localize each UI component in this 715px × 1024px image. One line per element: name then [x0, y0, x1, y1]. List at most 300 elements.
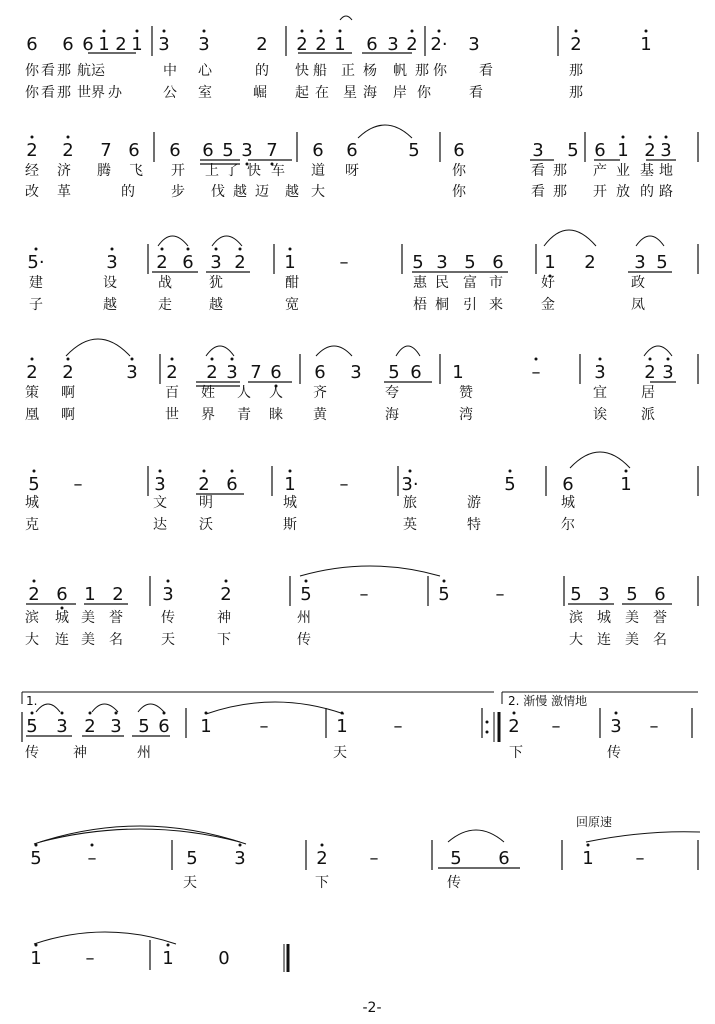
- note: 5: [656, 252, 668, 273]
- octave-dot-high: [91, 844, 94, 847]
- note: 5: [138, 716, 150, 737]
- lyric-syllable: 文: [153, 495, 167, 511]
- lyric-syllable: 看: [41, 85, 55, 101]
- lyric-syllable: 州: [297, 610, 311, 626]
- note: 2: [644, 140, 656, 161]
- note: 2: [198, 474, 210, 495]
- note: 6: [314, 362, 326, 383]
- octave-dot-high: [649, 136, 652, 139]
- note: 6: [410, 362, 422, 383]
- lyric-syllable: 革: [57, 184, 71, 200]
- octave-dot-high: [535, 358, 538, 361]
- octave-dot-high: [225, 580, 228, 583]
- lyric-syllable: 名: [109, 632, 123, 648]
- lyric-syllable: 凤: [631, 297, 645, 313]
- octave-dot-high: [625, 470, 628, 473]
- note: 1: [284, 252, 296, 273]
- lyric-syllable: 那: [553, 184, 567, 200]
- note: 2: [406, 34, 418, 55]
- octave-dot-high: [203, 30, 206, 33]
- note: 1: [582, 848, 594, 869]
- lyric-syllable: 上: [205, 163, 219, 179]
- lyric-syllable: 睐: [269, 407, 283, 423]
- lyric-syllable: 快: [295, 63, 309, 79]
- note: 1: [336, 716, 348, 737]
- lyric-syllable: 居: [641, 385, 655, 401]
- lyric-syllable: 那: [569, 85, 583, 101]
- note: 2: [62, 140, 74, 161]
- lyric-syllable: 誉: [109, 610, 123, 626]
- lyric-syllable: 那: [569, 63, 583, 79]
- lyric-syllable: 海: [385, 407, 399, 423]
- octave-dot-high: [167, 944, 170, 947]
- lyric-syllable: 好: [541, 275, 555, 291]
- lyric-syllable: 斯: [283, 517, 297, 533]
- lyric-syllable: 引: [463, 297, 477, 313]
- lyric-syllable: 凰: [25, 407, 39, 423]
- score-system: [25, 576, 698, 648]
- octave-dot-high: [33, 580, 36, 583]
- octave-dot-high: [665, 136, 668, 139]
- octave-dot-high: [320, 30, 323, 33]
- octave-dot-high: [645, 30, 648, 33]
- octave-dot-high: [575, 30, 578, 33]
- slur: [36, 704, 60, 712]
- lyric-syllable: 黄: [313, 407, 327, 423]
- note: 1: [334, 34, 346, 55]
- lyric-syllable: 大: [311, 184, 325, 200]
- lyric-syllable: 产: [593, 163, 607, 179]
- slur: [34, 932, 176, 944]
- lyric-syllable: 民: [435, 275, 449, 291]
- octave-dot-high: [411, 30, 414, 33]
- lyric-syllable: 车: [271, 163, 285, 179]
- note: 3: [210, 252, 222, 273]
- note: –: [649, 716, 659, 737]
- note: 1: [84, 584, 96, 605]
- octave-dot-high: [171, 358, 174, 361]
- lyric-syllable: 界: [91, 85, 105, 101]
- note: 3: [350, 362, 362, 383]
- octave-dot-high: [31, 136, 34, 139]
- octave-dot-high: [131, 358, 134, 361]
- lyric-syllable: 城: [55, 610, 69, 626]
- lyric-syllable: 神: [73, 745, 87, 761]
- lyric-syllable: 基: [640, 163, 654, 179]
- note: 1: [162, 948, 174, 969]
- score-system: [25, 354, 698, 423]
- lyric-syllable: 帆: [393, 63, 407, 79]
- lyric-syllable: 正: [341, 63, 355, 79]
- lyric-syllable: 看: [469, 85, 483, 101]
- lyric-syllable: 经: [25, 163, 39, 179]
- lyric-syllable: 开: [593, 184, 607, 200]
- note: 1: [98, 34, 110, 55]
- note: 5: [26, 716, 38, 737]
- lyric-syllable: 百: [165, 385, 179, 401]
- note: 3: [226, 362, 238, 383]
- slur: [212, 236, 242, 246]
- lyric-syllable: 业: [616, 163, 630, 179]
- slur: [636, 236, 664, 246]
- lyric-syllable: 美: [81, 632, 95, 648]
- lyric-syllable: 城: [25, 495, 39, 511]
- octave-dot-high: [615, 712, 618, 715]
- note: 6: [226, 474, 238, 495]
- note: 2: [115, 34, 127, 55]
- note: 1: [620, 474, 632, 495]
- note: 2·: [430, 34, 448, 55]
- lyric-syllable: 沃: [199, 517, 213, 533]
- lyric-syllable: 船: [313, 63, 327, 79]
- note: 3: [662, 362, 674, 383]
- octave-dot-high: [103, 30, 106, 33]
- note: –: [393, 716, 403, 737]
- note: 6: [492, 252, 504, 273]
- note: 7: [266, 140, 278, 161]
- lyric-syllable: 英: [403, 517, 417, 533]
- octave-dot-high: [31, 358, 34, 361]
- page-number: -2-: [362, 1000, 382, 1016]
- note: 1: [452, 362, 464, 383]
- slur: [570, 452, 630, 468]
- lyric-syllable: 越: [285, 184, 299, 200]
- octave-dot-high: [509, 470, 512, 473]
- lyric-syllable: 大: [569, 632, 583, 648]
- note: 5: [504, 474, 516, 495]
- lyric-syllable: 你: [25, 63, 39, 79]
- note: 0: [218, 948, 230, 969]
- octave-dot-high: [513, 712, 516, 715]
- score-system: [27, 244, 698, 313]
- note: 5: [626, 584, 638, 605]
- note: 5: [408, 140, 420, 161]
- note: 2: [296, 34, 308, 55]
- octave-dot-high: [163, 30, 166, 33]
- tempo-mark: 回原速: [575, 815, 613, 829]
- note: 6: [202, 140, 214, 161]
- lyric-syllable: 那: [57, 63, 71, 79]
- lyric-syllable: 崛: [253, 85, 267, 101]
- fermata-symbol: [340, 16, 352, 20]
- octave-dot-high: [305, 580, 308, 583]
- octave-dot-high: [89, 712, 92, 715]
- note: –: [87, 848, 97, 869]
- note: 2: [256, 34, 268, 55]
- lyric-syllable: 室: [198, 85, 212, 101]
- lyric-syllable: 看: [531, 184, 545, 200]
- note: 2: [112, 584, 124, 605]
- note: 1: [284, 474, 296, 495]
- lyric-syllable: 州: [137, 745, 151, 761]
- lyric-syllable: 城: [561, 495, 575, 511]
- lyric-syllable: 起: [295, 85, 309, 101]
- slur: [206, 702, 344, 714]
- lyric-syllable: 岸: [393, 85, 407, 101]
- note: 1: [544, 252, 556, 273]
- octave-dot-high: [231, 358, 234, 361]
- lyric-syllable: 你: [452, 163, 466, 179]
- slur: [448, 830, 504, 842]
- volta-1-label: 1.: [26, 694, 38, 708]
- lyric-syllable: 你: [417, 85, 431, 101]
- octave-dot-high: [211, 358, 214, 361]
- note: 6: [128, 140, 140, 161]
- lyric-syllable: 世: [165, 407, 179, 423]
- octave-dot-high: [289, 248, 292, 251]
- octave-dot-high: [301, 30, 304, 33]
- octave-dot-high: [187, 248, 190, 251]
- lyric-syllable: 走: [158, 297, 172, 313]
- note: 6: [654, 584, 666, 605]
- lyric-syllable: 你: [452, 184, 466, 200]
- note: 1: [30, 948, 42, 969]
- slur: [644, 346, 672, 356]
- lyric-syllable: 誉: [653, 610, 667, 626]
- note: 5: [412, 252, 424, 273]
- lyric-syllable: 开: [171, 163, 185, 179]
- lyric-syllable: 道: [311, 163, 325, 179]
- lyric-syllable: 办: [108, 85, 122, 101]
- note: 2: [166, 362, 178, 383]
- lyric-syllable: 那: [57, 85, 71, 101]
- note: 3: [610, 716, 622, 737]
- octave-dot-high: [215, 248, 218, 251]
- octave-dot-high: [136, 30, 139, 33]
- lyric-syllable: 宽: [285, 297, 299, 313]
- lyric-syllable: 星: [343, 85, 357, 101]
- note: 1: [617, 140, 629, 161]
- note: 2: [28, 584, 40, 605]
- lyric-syllable: 夸: [385, 385, 399, 401]
- lyric-syllable: 中: [163, 63, 177, 79]
- octave-dot-high: [203, 470, 206, 473]
- lyric-syllable: 人: [237, 385, 251, 401]
- lyric-syllable: 游: [467, 495, 481, 511]
- note: 5: [450, 848, 462, 869]
- note: 3: [234, 848, 246, 869]
- note: 6: [158, 716, 170, 737]
- slur: [316, 346, 352, 356]
- lyric-syllable: 克: [25, 517, 39, 533]
- lyric-syllable: 运: [91, 63, 105, 79]
- lyric-syllable: 建: [29, 275, 43, 291]
- note: 5: [570, 584, 582, 605]
- octave-dot-high: [67, 358, 70, 361]
- lyric-syllable: 伐: [211, 184, 225, 200]
- note: 2: [234, 252, 246, 273]
- lyric-syllable: 派: [641, 407, 655, 423]
- note: –: [259, 716, 269, 737]
- note: –: [551, 716, 561, 737]
- lyric-syllable: 啊: [61, 385, 75, 401]
- lyric-syllable: 子: [29, 297, 43, 313]
- lyric-syllable: 城: [597, 610, 611, 626]
- lyric-syllable: 齐: [313, 385, 327, 401]
- lyric-syllable: 啊: [61, 407, 75, 423]
- note: 3: [468, 34, 480, 55]
- lyric-syllable: 下: [509, 745, 523, 761]
- note: 3·: [401, 474, 419, 495]
- lyric-syllable: 明: [199, 495, 213, 511]
- score-system: [25, 693, 692, 761]
- note: 2: [206, 362, 218, 383]
- note: 1: [640, 34, 652, 55]
- note: 2: [62, 362, 74, 383]
- note: 3: [598, 584, 610, 605]
- note: 3: [158, 34, 170, 55]
- lyric-syllable: 在: [315, 85, 329, 101]
- lyric-syllable: 越: [209, 297, 223, 313]
- lyric-syllable: 犹: [209, 275, 223, 291]
- note: 6: [26, 34, 38, 55]
- octave-dot-high: [67, 136, 70, 139]
- note: 3: [634, 252, 646, 273]
- lyric-syllable: 姓: [201, 385, 215, 401]
- lyric-syllable: 人: [269, 385, 283, 401]
- note: –: [339, 252, 349, 273]
- note: 3: [241, 140, 253, 161]
- lyric-syllable: 梧: [413, 297, 427, 313]
- note: 3: [162, 584, 174, 605]
- score-system: [25, 26, 652, 101]
- note: 3: [660, 140, 672, 161]
- lyric-syllable: 特: [467, 517, 481, 533]
- lyric-syllable: 迈: [255, 184, 269, 200]
- lyric-syllable: 尔: [561, 517, 575, 533]
- lyric-syllable: 越: [233, 184, 247, 200]
- lyric-syllable: 神: [217, 610, 231, 626]
- note: 2: [584, 252, 596, 273]
- lyric-syllable: 看: [41, 63, 55, 79]
- lyric-syllable: 改: [25, 184, 39, 200]
- note: –: [359, 584, 369, 605]
- lyric-syllable: 达: [153, 517, 167, 533]
- note: 5: [300, 584, 312, 605]
- slur: [66, 339, 130, 356]
- note: 6: [82, 34, 94, 55]
- note: 6: [56, 584, 68, 605]
- lyric-syllable: 美: [81, 610, 95, 626]
- note: 6: [270, 362, 282, 383]
- slur: [396, 346, 420, 356]
- note: 2: [644, 362, 656, 383]
- lyric-syllable: 湾: [459, 407, 473, 423]
- octave-dot-high: [438, 30, 441, 33]
- repeat-dot: [486, 721, 489, 724]
- lyric-syllable: 济: [57, 163, 71, 179]
- lyric-syllable: 天: [333, 745, 347, 761]
- lyric-syllable: 传: [297, 632, 311, 648]
- lyric-syllable: 心: [198, 63, 212, 79]
- note: 2: [508, 716, 520, 737]
- lyric-syllable: 美: [625, 610, 639, 626]
- slur: [206, 346, 234, 356]
- octave-dot-high: [231, 470, 234, 473]
- lyric-syllable: 城: [283, 495, 297, 511]
- note: –: [531, 362, 541, 383]
- note: 6: [62, 34, 74, 55]
- lyric-syllable: 来: [489, 297, 503, 313]
- note: 6: [498, 848, 510, 869]
- note: 5: [186, 848, 198, 869]
- note: –: [85, 948, 95, 969]
- lyric-syllable: 连: [597, 632, 611, 648]
- lyric-syllable: 杨: [363, 63, 377, 79]
- slur: [544, 230, 596, 246]
- note: 3: [126, 362, 138, 383]
- note: 3: [594, 362, 606, 383]
- lyric-syllable: 飞: [129, 163, 143, 179]
- octave-dot-high: [239, 248, 242, 251]
- note: 3: [436, 252, 448, 273]
- score-systems: [22, 26, 698, 972]
- octave-dot-high: [31, 712, 34, 715]
- note: 2: [26, 362, 38, 383]
- score-system: [25, 466, 698, 533]
- octave-dot-high: [409, 470, 412, 473]
- note: –: [369, 848, 379, 869]
- note: 5: [222, 140, 234, 161]
- lyric-syllable: 传: [25, 745, 39, 761]
- octave-dot-high: [599, 358, 602, 361]
- octave-dot-high: [161, 248, 164, 251]
- lyric-syllable: 看: [479, 63, 493, 79]
- lyric-syllable: 那: [415, 63, 429, 79]
- note: 6: [312, 140, 324, 161]
- octave-dot-high: [239, 844, 242, 847]
- note: 6: [366, 34, 378, 55]
- lyric-syllable: 金: [541, 297, 555, 313]
- volta-2-label: 2. 渐慢 激情地: [508, 694, 588, 708]
- lyric-syllable: 的: [121, 184, 135, 200]
- note: 7: [250, 362, 262, 383]
- lyric-syllable: 越: [103, 297, 117, 313]
- octave-dot-high: [622, 136, 625, 139]
- note: 6: [594, 140, 606, 161]
- note: 5: [567, 140, 579, 161]
- note: 5: [438, 584, 450, 605]
- note: 6: [346, 140, 358, 161]
- slur: [158, 236, 188, 246]
- score-system: [30, 814, 698, 891]
- lyric-syllable: 快: [247, 163, 261, 179]
- note: –: [495, 584, 505, 605]
- octave-dot-high: [111, 248, 114, 251]
- lyric-syllable: 步: [171, 184, 185, 200]
- note: 5: [30, 848, 42, 869]
- score-system: [30, 940, 288, 972]
- octave-dot-high: [339, 30, 342, 33]
- note: –: [339, 474, 349, 495]
- slur: [358, 125, 412, 138]
- lyric-syllable: 路: [659, 184, 673, 200]
- octave-dot-high: [35, 248, 38, 251]
- lyric-syllable: 宜: [593, 385, 607, 401]
- octave-dot-high: [649, 358, 652, 361]
- lyric-syllable: 传: [447, 875, 461, 891]
- note: 3: [387, 34, 399, 55]
- octave-dot-high: [289, 470, 292, 473]
- note: 2: [570, 34, 582, 55]
- note: 6: [453, 140, 465, 161]
- lyric-syllable: 航: [77, 63, 91, 79]
- lyric-syllable: 战: [158, 275, 172, 291]
- lyric-syllable: 大: [25, 632, 39, 648]
- lyric-syllable: 下: [217, 632, 231, 648]
- note: 1: [131, 34, 143, 55]
- lyric-syllable: 看: [531, 163, 545, 179]
